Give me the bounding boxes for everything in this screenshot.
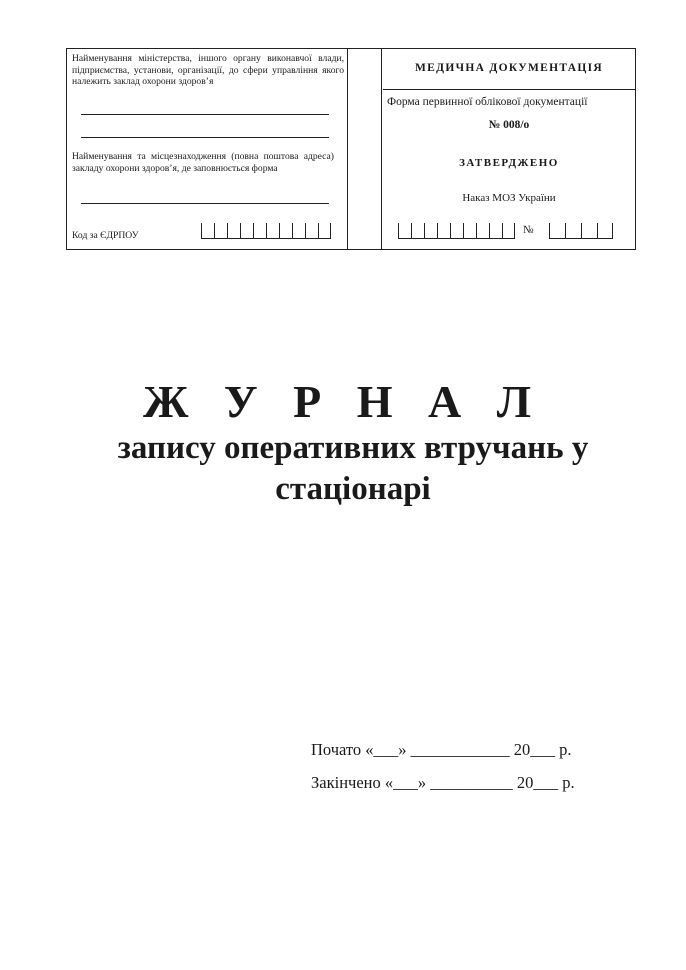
approved-label: ЗАТВЕРДЖЕНО — [459, 157, 559, 169]
column-divider — [381, 49, 382, 249]
order-date-field[interactable] — [398, 223, 515, 239]
facility-fill-line[interactable] — [81, 203, 329, 204]
ministry-label: Найменування міністерства, іншого органу виконавчої влади, підприємства, установи, організації, до сфери управління якого належить заклад охорони здоров’я — [72, 53, 344, 87]
order-label: Наказ МОЗ України — [462, 192, 556, 204]
dates-block — [311, 740, 575, 806]
ministry-fill-line-1[interactable] — [81, 114, 329, 115]
journal-subtitle: запису оперативних втручань у стаціонарі — [117, 430, 589, 507]
number-sign: № — [523, 224, 534, 236]
form-number: № 008/о — [488, 119, 530, 131]
medical-docs-heading: МЕДИЧНА ДОКУМЕНТАЦІЯ — [415, 62, 603, 74]
facility-label: Найменування та місцезнаходження (повна поштова адреса) закладу охорони здоров’я, де заповнюється форма — [72, 151, 334, 174]
journal-title: Ж У Р Н А Л — [142, 376, 544, 427]
started-date-line[interactable]: Почато «___» ____________ 20___ р. — [311, 740, 572, 759]
edrpou-code-field[interactable] — [201, 223, 331, 239]
finished-date-line[interactable]: Закінчено «___» __________ 20___ р. — [311, 773, 575, 792]
edrpou-label: Код за ЄДРПОУ — [72, 230, 139, 241]
ministry-fill-line-2[interactable] — [81, 137, 329, 138]
form-header-box — [66, 48, 636, 250]
order-number-field[interactable] — [549, 223, 613, 239]
form-type-label: Форма первинної облікової документації — [387, 96, 588, 108]
column-divider — [347, 49, 348, 249]
divider — [383, 89, 635, 90]
